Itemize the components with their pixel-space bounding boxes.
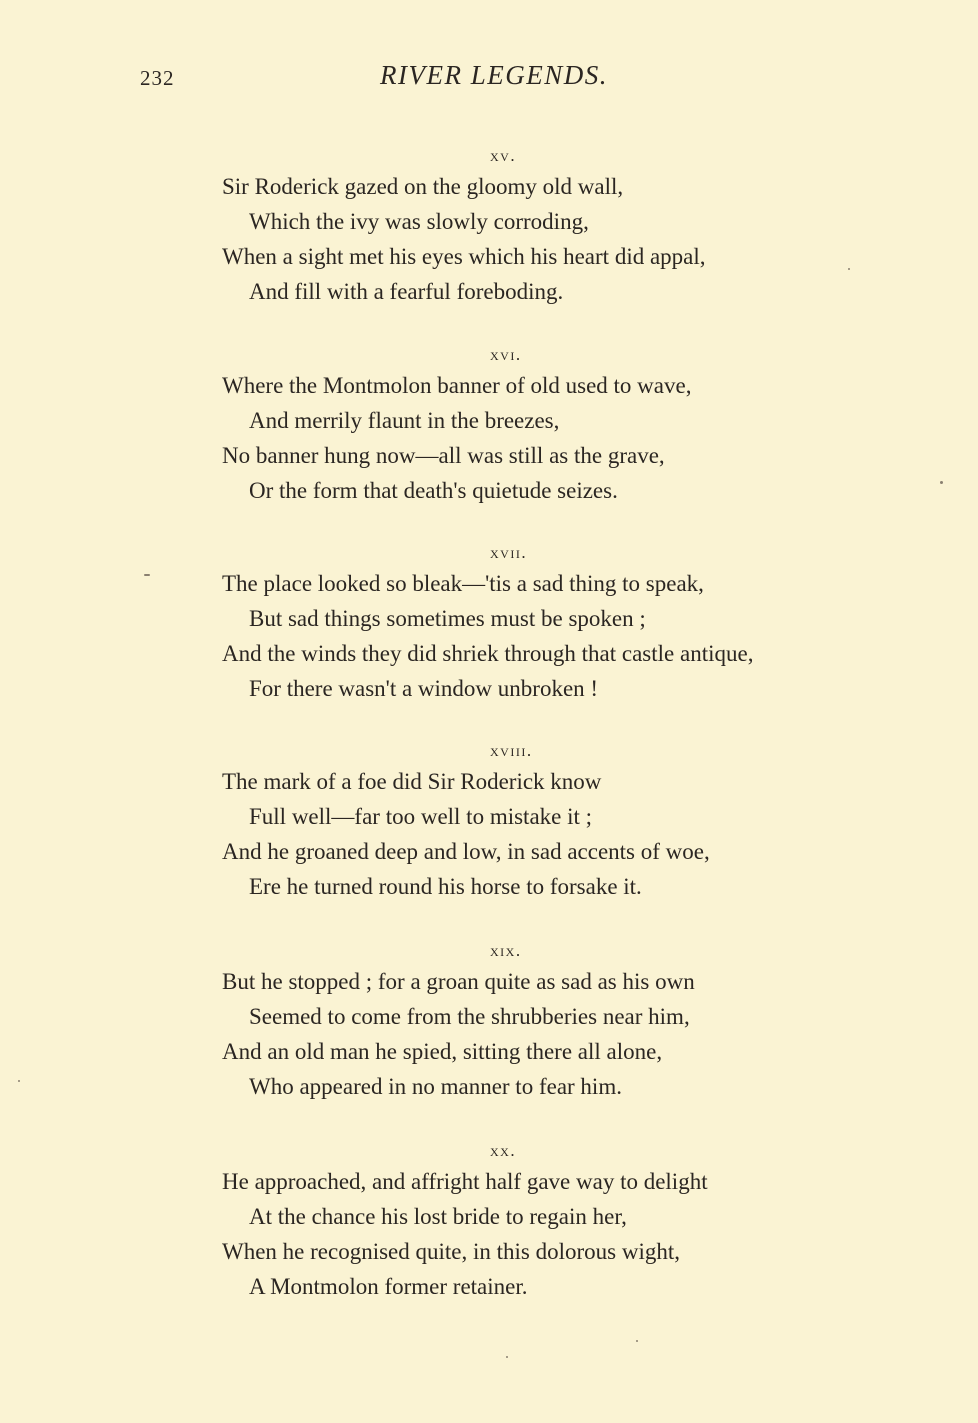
verse-line: He approached, and affright half gave way to delight: [222, 1169, 708, 1194]
print-speck: [144, 574, 150, 576]
verse-line: And fill with a fearful foreboding.: [249, 279, 564, 304]
print-speck: [506, 1356, 508, 1358]
verse-line: When a sight met his eyes which his heart did appal,: [222, 244, 706, 269]
stanza-number: xviii.: [490, 741, 533, 760]
verse-line: Full well—far too well to mistake it ;: [249, 804, 593, 829]
verse-line: Seemed to come from the shrubberies near him,: [249, 1004, 690, 1029]
verse-line: For there wasn't a window unbroken !: [249, 676, 599, 701]
stanza-number: xix.: [490, 941, 522, 960]
running-title: RIVER LEGENDS.: [380, 60, 608, 90]
verse-line: And the winds they did shriek through that castle antique,: [222, 641, 754, 666]
verse-line: Or the form that death's quietude seizes.: [249, 478, 618, 503]
stanza-number: xvii.: [490, 543, 528, 562]
verse-line: The mark of a foe did Sir Roderick know: [222, 769, 602, 794]
print-speck: [18, 1080, 20, 1082]
verse-line: Where the Montmolon banner of old used to wave,: [222, 373, 692, 398]
stanza-number: xx.: [490, 1141, 517, 1160]
verse-line: At the chance his lost bride to regain her,: [249, 1204, 627, 1229]
page-number: 232: [140, 66, 175, 90]
print-speck: [636, 1340, 638, 1342]
verse-line: But sad things sometimes must be spoken ;: [249, 606, 646, 631]
verse-line: But he stopped ; for a groan quite as sad as his own: [222, 969, 695, 994]
verse-line: A Montmolon former retainer.: [249, 1274, 528, 1299]
verse-line: The place looked so bleak—'tis a sad thing to speak,: [222, 571, 704, 596]
verse-line: When he recognised quite, in this dolorous wight,: [222, 1239, 681, 1264]
verse-line: Ere he turned round his horse to forsake it.: [249, 874, 642, 899]
verse-line: And an old man he spied, sitting there all alone,: [222, 1039, 663, 1064]
print-speck: [848, 268, 850, 270]
verse-line: And he groaned deep and low, in sad accents of woe,: [222, 839, 710, 864]
verse-line: Sir Roderick gazed on the gloomy old wall,: [222, 174, 624, 199]
verse-line: Who appeared in no manner to fear him.: [249, 1074, 622, 1099]
verse-line: Which the ivy was slowly corroding,: [249, 209, 589, 234]
verse-line: No banner hung now—all was still as the grave,: [222, 443, 665, 468]
verse-line: And merrily flaunt in the breezes,: [249, 408, 560, 433]
stanza-number: xvi.: [490, 345, 522, 364]
print-speck: [940, 481, 943, 484]
page-header: [0, 58, 978, 98]
stanza-number: xv.: [490, 146, 517, 165]
